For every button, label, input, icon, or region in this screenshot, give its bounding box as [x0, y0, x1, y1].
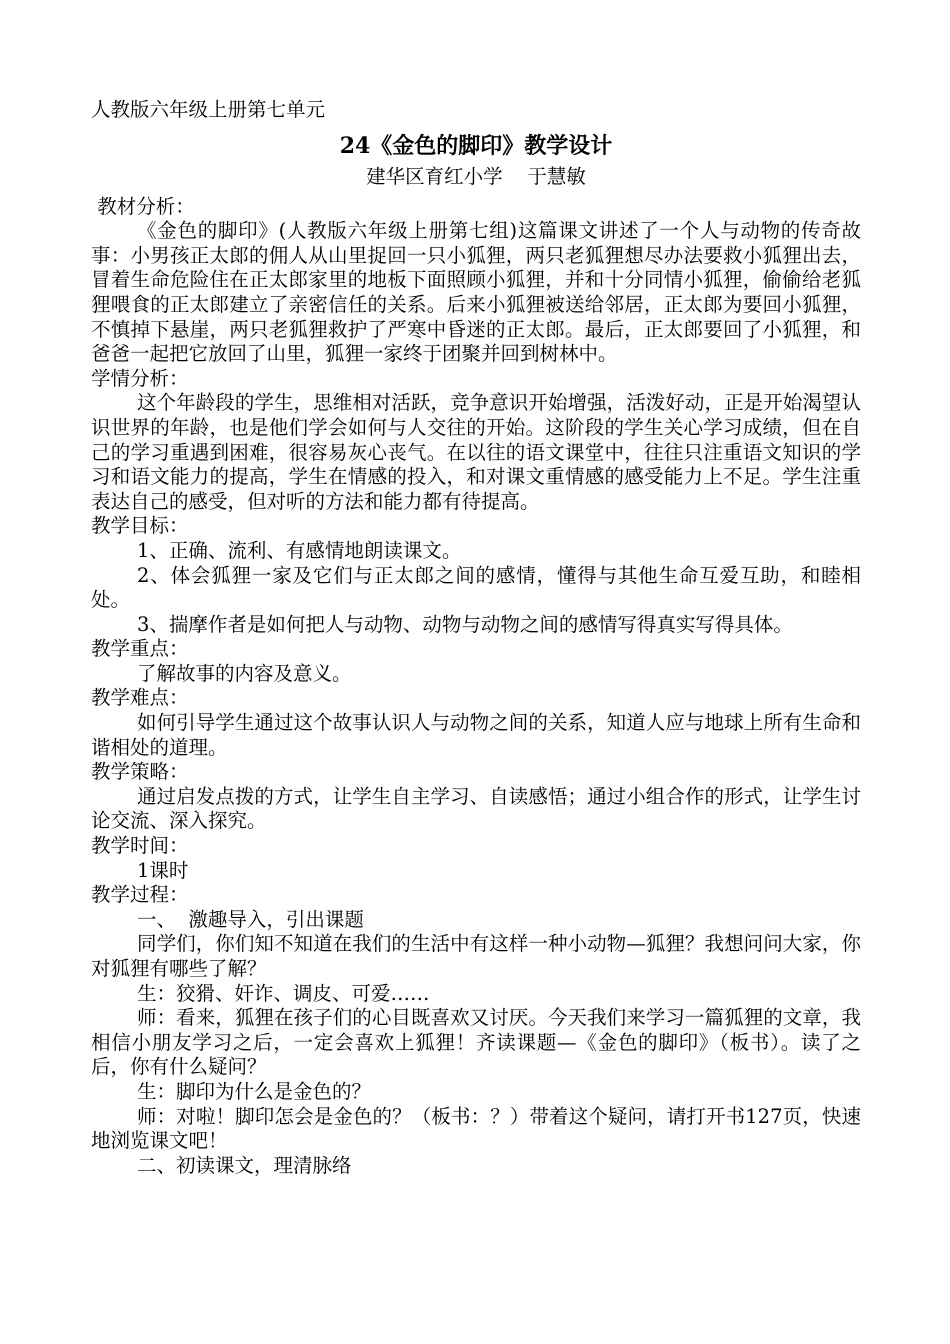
difficulty-paragraph: 如何引导学生通过这个故事认识人与动物之间的关系，知道人应与地球上所有生命和谐相处的道理。 [91, 711, 861, 759]
material-paragraph: 《金色的脚印》(人教版六年级上册第七组)这篇课文讲述了一个人与动物的传奇故事：小男孩正太郎的佣人从山里捉回一只小狐狸，两只老狐狸想尽办法要救小狐狸出去，冒着生命危险住在正太郎家里的地板下面照顾小狐狸，并和十分同情小狐狸，偷偷给老狐狸喂食的正太郎建立了亲密信任的关系。后来小狐狸被送给邻居，正太郎为要回小狐狸，不慎掉下悬崖，两只老狐狸救护了严寒中昏迷的正太郎。最后，正太郎要回了小狐狸，和爸爸一起把它放回了山里，狐狸一家终于团聚并回到树林中。 [91, 219, 861, 366]
heading-key: 教学重点： [91, 637, 189, 661]
process-paragraph: 同学们，你们知不知道在我们的生活中有这样一种小动物—狐狸？我想问问大家，你对狐狸有哪些了解？ [91, 932, 861, 980]
document-title: 24《金色的脚印》教学设计 [339, 132, 613, 159]
process-step-heading: 二、初读课文，理清脉络 [137, 1153, 352, 1177]
goal-item: 1、正确、流利、有感情地朗读课文。 [137, 538, 462, 562]
heading-material: 教材分析： [91, 194, 195, 218]
process-paragraph: 生：狡猾、奸诈、调皮、可爱…… [137, 981, 430, 1005]
heading-strategy: 教学策略： [91, 760, 189, 784]
heading-goals: 教学目标： [91, 514, 189, 538]
process-paragraph: 师：对啦！脚印怎会是金色的？（板书：？）带着这个疑问，请打开书127页，快速地浏览课文吧！ [91, 1104, 861, 1153]
author-line: 建华区育红小学 于慧敏 [366, 164, 586, 188]
heading-process: 教学过程： [91, 883, 189, 907]
document-body [91, 98, 861, 1178]
strategy-paragraph: 通过启发点拨的方式，让学生自主学习、自读感悟；通过小组合作的形式，让学生讨论交流、深入探究。 [91, 784, 861, 833]
goal-item: 3、揣摩作者是如何把人与动物、动物与动物之间的感情写得真实写得具体。 [137, 612, 793, 636]
goal-item: 2、体会狐狸一家及它们与正太郎之间的感情，懂得与其他生命互爱互助，和睦相处。 [91, 563, 861, 612]
process-paragraph: 师：看来，狐狸在孩子们的心目既喜欢又讨厌。今天我们来学习一篇狐狸的文章，我相信小朋友学习之后，一定会喜欢上狐狸！齐读课题—《金色的脚印》（板书）。读了之后，你有什么疑问？ [91, 1006, 861, 1079]
process-step-heading: 一、 激趣导入，引出课题 [137, 907, 364, 931]
heading-difficulty: 教学难点： [91, 686, 189, 710]
heading-time: 教学时间： [91, 834, 189, 858]
process-paragraph: 生：脚印为什么是金色的？ [137, 1079, 372, 1103]
students-paragraph: 这个年龄段的学生，思维相对活跃，竞争意识开始增强，活泼好动，正是开始渴望认识世界的年龄，也是他们学会如何与人交往的开始。这阶段的学生关心学习成绩，但在自己的学习重遇到困难，很容易灰心丧气。在以往的语文课堂中，往往只注重语文知识的学习和语文能力的提高，学生在情感的投入，和对课文重情感的感受能力上不足。学生注重表达自己的感受，但对听的方法和能力都有待提高。 [91, 391, 861, 513]
time-paragraph: 1课时 [137, 858, 189, 882]
series-line: 人教版六年级上册第七单元 [91, 98, 326, 121]
key-paragraph: 了解故事的内容及意义。 [137, 661, 352, 685]
heading-students: 学情分析： [91, 366, 189, 390]
